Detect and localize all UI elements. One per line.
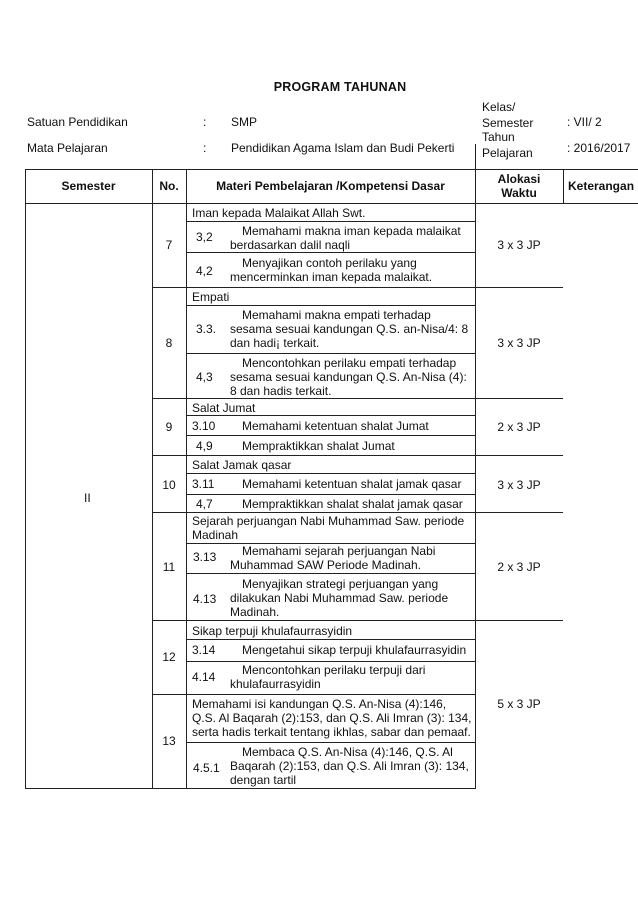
row-sep: [186, 252, 475, 253]
col-border-left: [25, 169, 26, 789]
topic-text: Salat Jamak qasar: [192, 458, 292, 472]
row-sep: [186, 573, 475, 574]
kd-code: 4.5.1: [193, 761, 220, 775]
group-sep-10-11: [152, 512, 563, 513]
topic-text: Salat Jumat: [192, 401, 256, 415]
row-sep: [186, 221, 475, 222]
group-sep-8-9: [152, 398, 563, 399]
kd-code: 3.10: [192, 419, 216, 433]
kd-line: Memahami sejarah perjuangan Nabi: [242, 544, 436, 558]
kd-text: Memahami ketentuan shalat Jumat: [242, 419, 429, 433]
row-sep: [186, 473, 475, 474]
col-header-alokasi-line1: Alokasi: [497, 172, 541, 186]
row-no: 11: [162, 560, 176, 574]
kd-line: mencerminkan iman kepada malaikat.: [230, 270, 433, 284]
header-satuan-label: Satuan Pendidikan: [27, 115, 128, 129]
kd-code: 3.11: [192, 477, 215, 491]
kd-line: 8 dan hadis terkait.: [230, 384, 332, 398]
col-header-materi: Materi Pembelajaran /Kompetensi Dasar: [216, 179, 445, 193]
row-sep: [186, 435, 475, 436]
kd-text: Mempraktikkan shalat Jumat: [242, 439, 395, 453]
kd-code: 4,9: [196, 439, 213, 453]
kd-code: 4.13: [193, 592, 217, 606]
group-sep-11-12: [152, 620, 563, 621]
kd-text: [230, 308, 468, 350]
kd-text: Mempraktikkan shalat shalat jamak qasar: [242, 497, 463, 511]
group-sep-12-13: [152, 694, 475, 695]
row-no: 10: [162, 478, 176, 492]
header-divider: [475, 144, 476, 169]
alokasi-value: 3 x 3 JP: [497, 478, 541, 492]
row-sep: [186, 639, 475, 640]
table-top-border: [25, 169, 638, 170]
row-sep: [186, 661, 475, 662]
kd-code: 4.14: [192, 670, 216, 684]
page-title: PROGRAM TAHUNAN: [273, 80, 407, 94]
topic-line: serta hadis terkait tentang ikhlas, sabar dan pemaaf.: [192, 725, 471, 739]
row-sep: [186, 353, 475, 354]
kd-text: [230, 256, 432, 284]
kd-code: 3.3.: [196, 322, 217, 336]
kd-text: [230, 544, 435, 572]
row-sep: [186, 305, 475, 306]
topic-text: Empati: [192, 290, 230, 304]
kd-line: Baqarah (2):153, dan Q.S. Ali Imran (3): 134,: [230, 759, 469, 773]
kd-code: 3.14: [192, 643, 216, 657]
col-header-no: No.: [159, 179, 179, 193]
topic-line: Sejarah perjuangan Nabi Muhammad Saw. periode: [192, 514, 465, 528]
alokasi-value: 5 x 3 JP: [497, 697, 541, 711]
tahun-label-line2: Pelajaran: [482, 146, 533, 160]
kd-line: Muhammad SAW Periode Madinah.: [230, 558, 421, 572]
table-bottom-border: [25, 788, 475, 789]
alokasi-value: 2 x 3 JP: [497, 420, 541, 434]
row-sep: [186, 494, 475, 495]
alokasi-value: 2 x 3 JP: [497, 560, 541, 574]
kd-line: Menyajikan contoh perilaku yang: [242, 256, 417, 270]
kd-text: [230, 663, 425, 691]
topic-text: [192, 697, 471, 739]
kd-line: Madinah.: [230, 605, 280, 619]
row-no: 7: [165, 238, 173, 252]
kd-line: sesama sesuai kandungan Q.S. an-Nisa/4: 8: [230, 322, 469, 336]
kd-line: Memahami makna empati terhadap: [242, 308, 431, 322]
alokasi-value: 3 x 3 JP: [497, 336, 541, 350]
kd-line: sesama sesuai kandungan Q.S. An-Nisa (4):: [230, 370, 467, 384]
topic-line: Madinah: [192, 528, 239, 542]
row-no: 9: [165, 420, 173, 434]
row-sep: [186, 742, 475, 743]
kd-text: Memahami ketentuan shalat jamak qasar: [242, 477, 462, 491]
kd-text: [230, 224, 461, 252]
topic-line: Memahami isi kandungan Q.S. An-Nisa (4):146,: [192, 697, 447, 711]
topic-text: [192, 514, 464, 542]
row-sep: [186, 415, 475, 416]
kd-line: berdasarkan dalil naqli: [230, 238, 351, 252]
kd-line: Membaca Q.S. An-Nisa (4):146, Q.S. Al: [242, 745, 453, 759]
kd-line: dan hadi¡ terkait.: [230, 336, 320, 350]
row-no: 13: [162, 734, 176, 748]
col-border-alokasi: [563, 169, 564, 204]
topic-text: Sikap terpuji khulafaurrasyidin: [192, 624, 353, 638]
topic-text: Iman kepada Malaikat Allah Swt.: [192, 206, 366, 220]
header-tahun-label: [482, 129, 533, 161]
table-header-bottom: [25, 203, 638, 204]
kelas-label-line1: Kelas/: [482, 100, 516, 114]
kd-code: 3,2: [196, 230, 213, 244]
kelas-label-line2: Semester: [482, 116, 534, 130]
col-header-alokasi-line2: Waktu: [501, 186, 537, 200]
col-header-semester: Semester: [61, 179, 116, 193]
kd-code: 3.13: [193, 550, 217, 564]
kd-text: [230, 577, 448, 619]
header-kelas-label: [482, 99, 533, 131]
header-kelas-value: : VII/ 2: [567, 115, 602, 129]
kd-line: Mencontohkan perilaku empati terhadap: [242, 356, 457, 370]
tahun-label-line1: Tahun: [482, 130, 515, 144]
header-satuan-value: SMP: [231, 115, 258, 129]
header-mapel-value: Pendidikan Agama Islam dan Budi Pekerti: [231, 141, 455, 155]
kd-line: Mencontohkan perilaku terpuji dari: [242, 663, 426, 677]
kd-line: Menyajikan strategi perjuangan yang: [242, 577, 439, 591]
kd-line: dengan tartil: [230, 773, 297, 787]
col-header-keterangan: Keterangan: [568, 179, 635, 193]
header-mapel-label: Mata Pelajaran: [27, 141, 108, 155]
semester-value: II: [84, 491, 91, 505]
header-satuan-colon: :: [203, 115, 207, 129]
group-sep-7-8: [152, 287, 563, 288]
col-header-alokasi: [475, 172, 563, 200]
topic-line: Q.S. Al Baqarah (2):153, dan Q.S. Ali Imran (3): 134,: [192, 711, 472, 725]
col-border-no: [186, 169, 187, 789]
kd-code: 4,2: [196, 264, 213, 278]
kd-line: dilakukan Nabi Muhammad Saw. periode: [230, 591, 449, 605]
row-no: 8: [165, 336, 173, 350]
kd-line: khulafaurrasyidin: [230, 677, 321, 691]
group-sep-9-10: [152, 455, 563, 456]
header-tahun-value: : 2016/2017: [567, 141, 631, 155]
kd-text: [230, 745, 469, 787]
alokasi-value: 3 x 3 JP: [497, 238, 541, 252]
kd-text: [230, 356, 467, 398]
kd-line: Memahami makna iman kepada malaikat: [242, 224, 461, 238]
row-no: 12: [162, 650, 176, 664]
kd-code: 4,7: [196, 497, 213, 511]
header-mapel-colon: :: [203, 141, 207, 155]
kd-code: 4,3: [196, 370, 213, 384]
kd-text: Mengetahui sikap terpuji khulafaurrasyidin: [242, 643, 467, 657]
